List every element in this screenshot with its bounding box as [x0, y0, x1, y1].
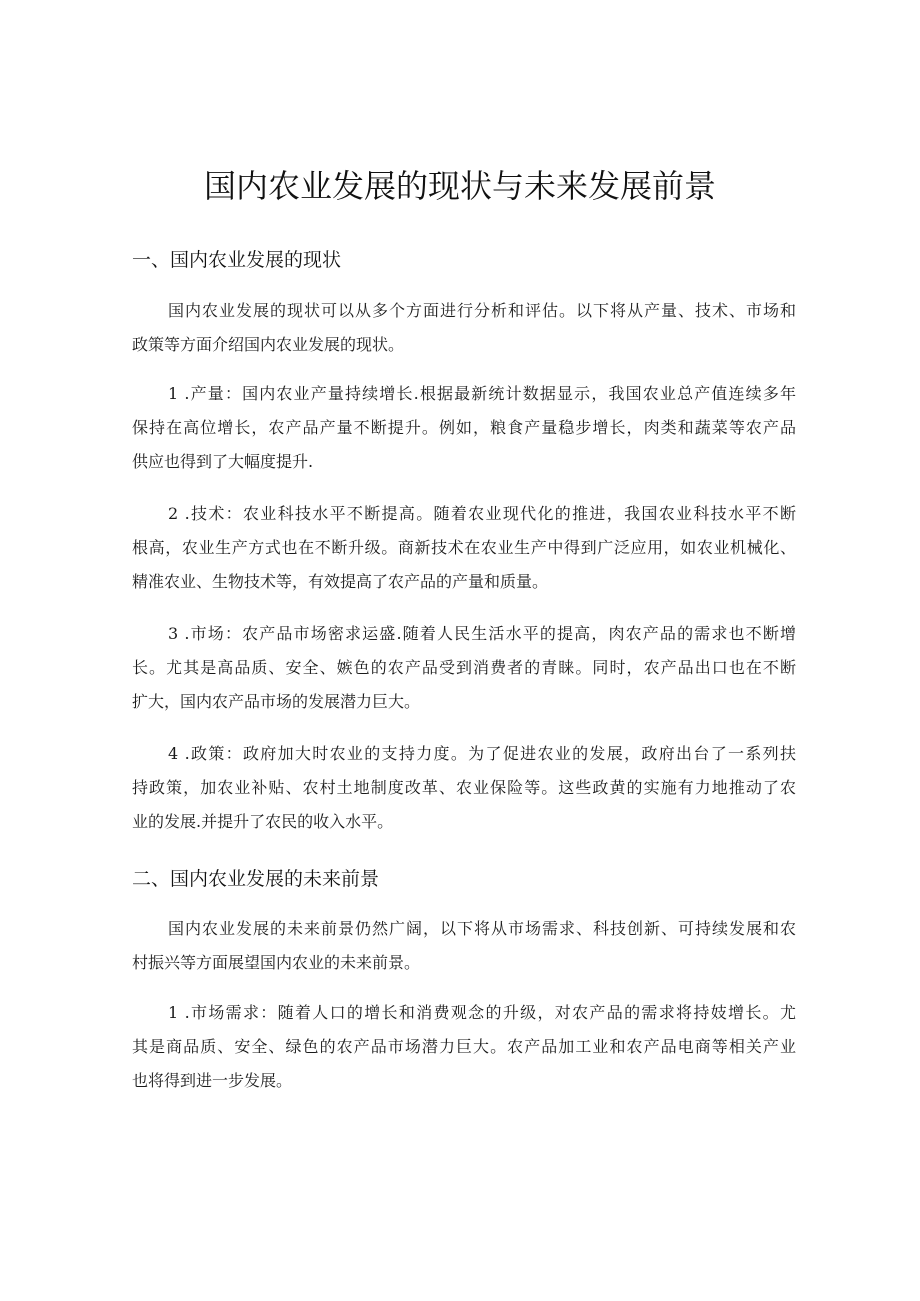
paragraph-item-market-demand — [132, 996, 796, 1098]
paragraph-line: 国内农业发展的未来前景仍然广阔，以下将从市场需求、科技创新、可持续发展和农 — [168, 919, 796, 938]
paragraph-line: 其是商品质、安全、绿色的农产品市场潜力巨大。农产品加工业和农产品电商等相关产业 — [132, 1037, 796, 1056]
paragraph-line: 根高，农业生产方式也在不断升级。商新技术在农业生产中得到广泛应用，如农业机械化、 — [132, 538, 796, 557]
paragraph-intro-status — [132, 294, 796, 362]
paragraph-line: 精准农业、生物技术等，有效提高了农产品的产量和质量。 — [132, 572, 549, 591]
paragraph-line: 扩大，国内农产品市场的发展潜力巨大。 — [132, 692, 421, 711]
page-title: 国内农业发展的现状与未来发展前景 — [203, 167, 716, 205]
paragraph-item-technology — [132, 497, 796, 599]
paragraph-item-market — [132, 617, 796, 719]
paragraph-line: 1 .产量：国内农业产量持续增长.根据最新统计数据显示，我国农业总产值连续多年 — [168, 384, 796, 403]
paragraph-line: 持政策，加农业补贴、农村土地制度改革、农业保险等。这些政黄的实施有力地推动了农 — [132, 778, 796, 797]
paragraph-item-policy — [132, 737, 796, 839]
paragraph-line: 2 .技术：农业科技水平不断提高。随着农业现代化的推进，我国农业科技水平不断 — [168, 504, 796, 523]
paragraph-line: 4 .政策：政府加大时农业的支持力度。为了促进农业的发展，政府出台了一系列扶 — [168, 744, 796, 763]
paragraph-line: 业的发展.并提升了农民的收入水平。 — [132, 812, 394, 831]
paragraph-line: 村振兴等方面展望国内农业的未来前景。 — [132, 953, 421, 972]
paragraph-item-output — [132, 377, 796, 479]
paragraph-line: 长。尤其是高品质、安全、嫉色的农产品受到消费者的青睐。同时，农产品出口也在不断 — [132, 658, 796, 677]
section-heading-current-status: 一、国内农业发展的现状 — [132, 249, 342, 271]
paragraph-line: 政策等方面介绍国内农业发展的现状。 — [132, 335, 405, 354]
paragraph-line: 1 .市场需求：随着人口的增长和消费观念的升级，对农产品的需求将持妓增长。尤 — [168, 1003, 796, 1022]
paragraph-intro-future — [132, 912, 796, 980]
paragraph-line: 国内农业发展的现状可以从多个方面进行分析和评估。以下将从产量、技术、市场和 — [168, 301, 796, 320]
paragraph-line: 也将得到进一步发展。 — [132, 1071, 293, 1090]
paragraph-line: 保持在高位增长，农产品产量不断提升。例如，粮食产量稳步增长，肉类和蔬菜等农产品 — [132, 418, 796, 437]
section-heading-future-prospects: 二、国内农业发展的未来前景 — [132, 868, 380, 890]
paragraph-line: 3 .市场：农产品市场密求运盛.随着人民生活水平的提高，肉农产品的需求也不断增 — [168, 624, 796, 643]
paragraph-line: 供应也得到了大幅度提升. — [132, 452, 314, 471]
